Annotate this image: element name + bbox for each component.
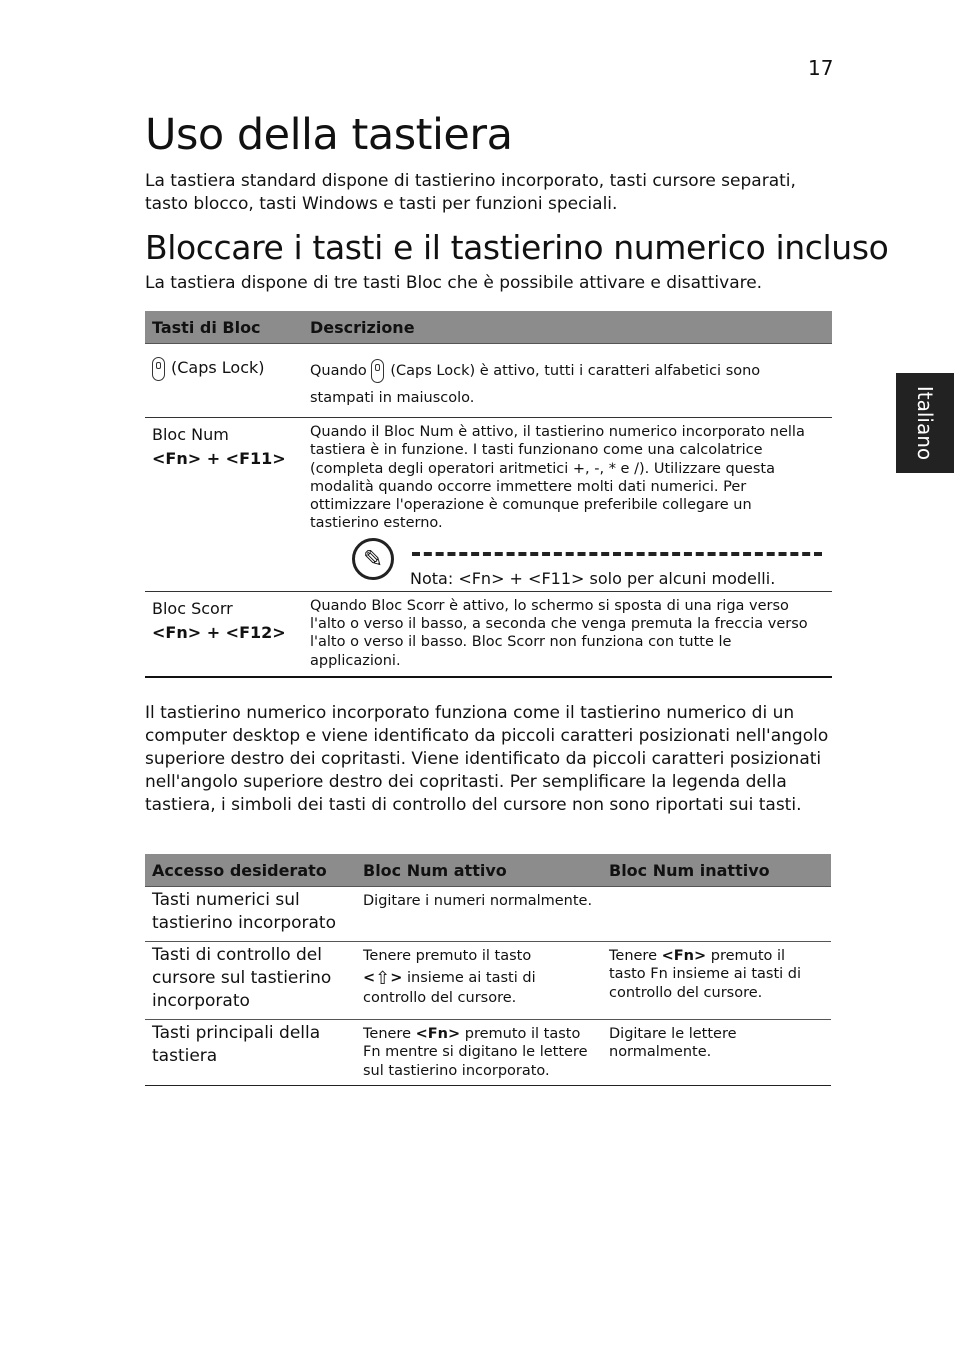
lock-keys-table (145, 311, 832, 678)
intro-paragraph: La tastiera standard dispone di tastierino incorporato, tasti cursore separati, tasto blocco, tasti Windows e tasti per funzioni speciali. (145, 171, 796, 214)
table-row (145, 591, 832, 677)
num-on-line1: Tenere premuto il tasto (363, 948, 532, 964)
note-divider (412, 552, 822, 556)
num-off-text: premuto il tasto Fn insieme ai tasti di controllo del cursore. (609, 948, 802, 1001)
description-cell (303, 591, 832, 677)
language-tab (896, 373, 954, 473)
header-num-on: Bloc Num attivo (356, 854, 602, 887)
description-prefix: Quando (310, 363, 367, 379)
fn-key: <Fn> (415, 1026, 461, 1042)
header-access: Accesso desiderato (145, 854, 356, 887)
shift-arrow-icon: ⇧ (375, 968, 391, 990)
table-row (145, 887, 831, 942)
num-off-cell: Digitare le lettere normalmente. (602, 1020, 831, 1086)
table-row (145, 344, 832, 418)
access-cell: Tasti di controllo del cursore sul tastierino incorporato (145, 942, 356, 1020)
key-cell (145, 418, 303, 592)
table-header-row (145, 311, 832, 344)
header-description: Descrizione (303, 311, 832, 344)
keypad-paragraph: Il tastierino numerico incorporato funziona come il tastierino numerico di un computer desktop e viene identificato da piccoli caratteri posizionati nell'angolo superiore destro dei copritasti. Viene identificato da piccoli caratteri posizionati nell'angolo superiore destro dei copritasti. Per semplificare la legenda della tastiera, i simboli dei tasti di controllo del cursore non sono riportati sui tasti. (145, 703, 829, 815)
key-cell (145, 591, 303, 677)
key-name: Bloc Scorr (152, 598, 233, 618)
num-on-line2-wrap (363, 969, 595, 1007)
access-cell: Tasti numerici sul tastierino incorporato (145, 887, 356, 942)
num-on-cell: Digitare i numeri normalmente. (356, 887, 602, 942)
description-text: (Caps Lock) è attivo, tutti i caratteri alfabetici sono stampati in maiuscolo. (310, 363, 761, 406)
caps-lock-icon (152, 357, 165, 381)
description-cell (303, 344, 832, 418)
key-name: (Caps Lock) (171, 358, 265, 377)
num-on-text: premuto il tasto Fn mentre si digitano le lettere sul tastierino incorporato. (363, 1026, 588, 1079)
num-off-prefix: Tenere (609, 948, 657, 964)
page-title: Uso della tastiera (145, 110, 513, 160)
key-name: Bloc Num (152, 425, 229, 444)
section-title: Bloccare i tasti e il tastierino numerico incluso (145, 228, 889, 267)
table-header-row (145, 854, 831, 887)
description-cell (303, 418, 832, 592)
page-number: 17 (808, 56, 834, 80)
description-text: Quando il Bloc Num è attivo, il tastierino numerico incorporato nella tastiera è in funzione. I tasti funzionano come una calcolatrice (completa degli operatori aritmetici +, -, * e /). Utilizzare questa modalità quando occorre immettere molti dati numerici. Per ottimizzare l'operazione è comunque preferibile collegare un tastierino esterno. (310, 424, 805, 532)
key-shortcut: <Fn> + <F11> (152, 449, 286, 468)
num-on-line2: insieme ai tasti di controllo del cursore. (363, 970, 536, 1006)
header-lock-keys: Tasti di Bloc (145, 311, 303, 344)
num-on-cell (356, 942, 602, 1020)
note-pen-icon: ✎ (352, 538, 394, 580)
table-row (145, 1020, 831, 1086)
note-text: Nota: <Fn> + <F11> solo per alcuni modelli. (410, 568, 776, 588)
table-row (145, 942, 831, 1020)
keypad-access-table (145, 854, 831, 1086)
gt-sign: > (390, 970, 403, 987)
key-cell (145, 344, 303, 418)
num-off-cell (602, 887, 831, 942)
num-on-prefix: Tenere (363, 1026, 411, 1042)
caps-lock-icon (371, 359, 384, 383)
access-cell: Tasti principali della tastiera (145, 1020, 356, 1086)
fn-key: <Fn> (661, 948, 707, 964)
description-text: Quando Bloc Scorr è attivo, lo schermo si sposta di una riga verso l'alto o verso il basso, a seconda che venga premuta la freccia verso l'alto o verso il basso. Bloc Scorr non funziona con tutte le applicazioni. (310, 597, 808, 669)
key-shortcut: <Fn> + <F12> (152, 622, 286, 642)
num-off-cell (602, 942, 831, 1020)
num-on-cell (356, 1020, 602, 1086)
note-box (310, 533, 825, 591)
language-tab-label: Italiano (913, 385, 937, 461)
header-num-off: Bloc Num inattivo (602, 854, 831, 887)
table-row (145, 418, 832, 592)
section-intro: La tastiera dispone di tre tasti Bloc che è possibile attivare e disattivare. (145, 273, 763, 293)
lt-sign: < (363, 970, 376, 987)
